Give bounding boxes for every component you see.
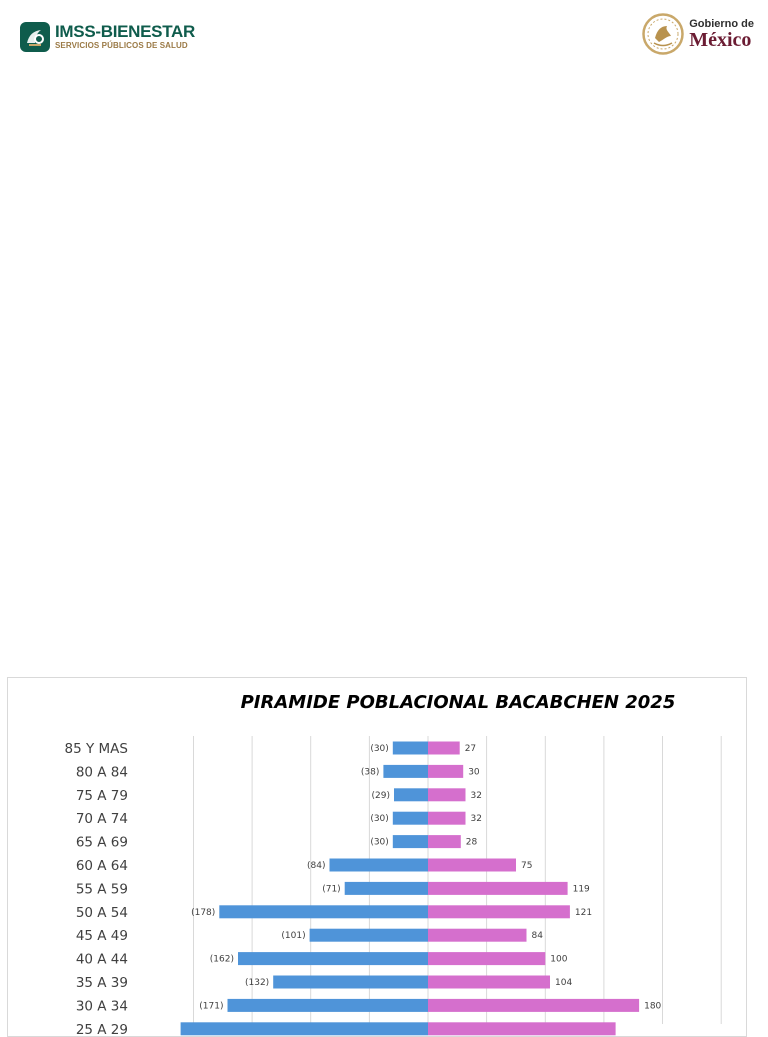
data-label: 28: [465, 837, 478, 848]
bar-right: [428, 812, 466, 825]
y-tick-label: 40 A 44: [75, 951, 128, 968]
bar-left: [383, 765, 428, 778]
data-labels: [191, 744, 661, 1011]
data-label: (171): [199, 1001, 224, 1012]
y-tick-label: 75 A 79: [75, 787, 128, 804]
y-tick-label: 30 A 34: [75, 998, 128, 1015]
bar-left: [393, 835, 428, 848]
data-label: (30): [370, 837, 389, 848]
bar-left: [228, 999, 429, 1012]
bar-left: [393, 742, 428, 755]
bar-left: [330, 859, 429, 872]
bar-right: [428, 929, 527, 942]
bars: [181, 742, 639, 1036]
data-label: 121: [574, 907, 593, 918]
bar-right: [428, 952, 545, 965]
bar-left: [345, 882, 428, 895]
data-label: (71): [322, 884, 341, 895]
bar-right: [428, 788, 466, 801]
brand-title: IMSS-BIENESTAR: [55, 22, 195, 41]
data-label: 84: [531, 931, 543, 942]
y-tick-label: 35 A 39: [75, 975, 128, 991]
y-tick-label: 55 A 59: [75, 881, 128, 898]
bar-left: [394, 788, 428, 801]
data-label: (101): [281, 931, 306, 942]
data-label: 119: [572, 884, 590, 895]
y-axis-labels: [65, 741, 128, 1037]
y-tick-label: 70 A 74: [75, 811, 128, 828]
data-label: (132): [244, 978, 270, 988]
bar-right: [428, 835, 461, 848]
bar-right: [428, 882, 568, 895]
y-tick-label: 25 A 29: [75, 1021, 128, 1037]
chart-title: PIRAMIDE POBLACIONAL BACABCHEN 2025: [240, 692, 676, 713]
y-tick-label: 45 A 49: [75, 928, 128, 945]
data-label: 32: [470, 814, 482, 825]
y-tick-label: 50 A 54: [75, 904, 128, 921]
brand-subtitle: SERVICIOS PÚBLICOS DE SALUD: [55, 41, 188, 50]
bar-right: [428, 859, 516, 872]
bar-left: [310, 929, 428, 942]
data-label: 100: [550, 954, 568, 965]
bar-right: [428, 742, 460, 755]
data-label: (30): [370, 814, 389, 825]
data-label: (162): [209, 954, 234, 965]
data-label: (178): [191, 907, 216, 918]
gov-line1: Gobierno de: [689, 18, 754, 30]
bar-right: [428, 765, 463, 778]
data-label: 27: [464, 744, 477, 754]
bar-left: [393, 812, 428, 825]
gov-line2: México: [689, 29, 752, 51]
data-label: 180: [644, 1001, 662, 1012]
y-tick-label: 85 Y MAS: [64, 741, 128, 757]
data-label: 75: [521, 861, 533, 871]
bar-right: [428, 905, 570, 918]
y-tick-label: 65 A 69: [75, 834, 128, 851]
data-label: (38): [360, 767, 380, 778]
data-label: (84): [307, 861, 326, 871]
data-label: (29): [371, 790, 390, 801]
bar-right: [428, 999, 639, 1012]
bar-left: [238, 952, 428, 965]
y-tick-label: 80 A 84: [75, 764, 128, 781]
y-tick-label: 60 A 64: [75, 858, 128, 874]
data-label: 32: [470, 790, 482, 801]
bar-left: [181, 1022, 428, 1035]
bar-left: [273, 976, 428, 989]
bar-right: [428, 976, 550, 989]
bar-right: [428, 1022, 616, 1035]
data-label: (30): [370, 744, 389, 754]
data-label: 30: [468, 767, 480, 778]
bar-left: [219, 905, 428, 918]
data-label: 104: [555, 978, 573, 988]
